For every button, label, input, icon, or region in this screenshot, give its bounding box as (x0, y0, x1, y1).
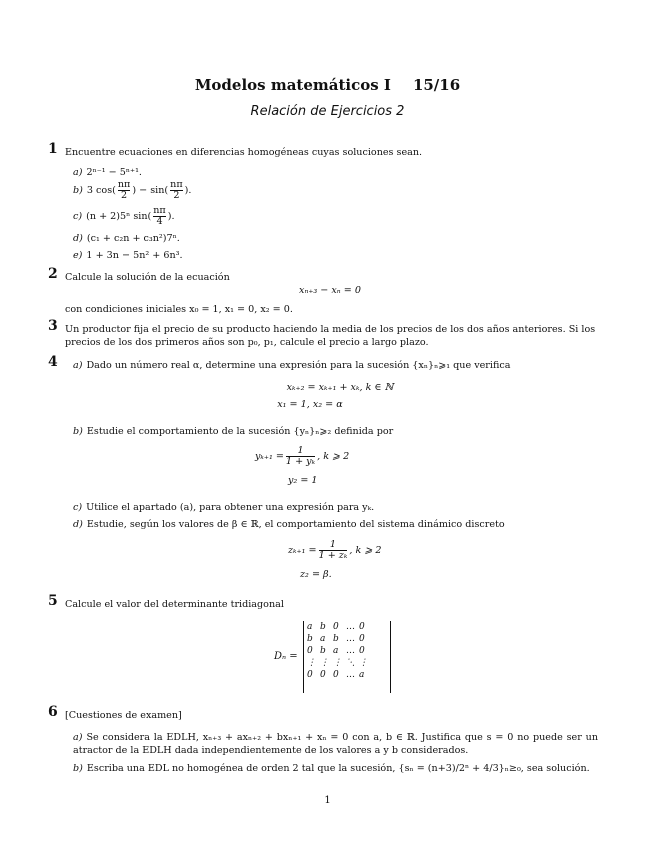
matrix-cell: 0 (333, 622, 339, 632)
matrix-cell: ⋮ (320, 658, 329, 668)
item-label: b) (73, 763, 83, 774)
exercise-4 (48, 354, 608, 372)
equation: y₂ = 1 (288, 475, 318, 486)
item-label: d) (73, 519, 83, 530)
exercise-number: 6 (48, 704, 58, 720)
matrix-cell: … (346, 646, 355, 656)
exercise-3 (48, 318, 608, 349)
matrix-cell: … (346, 670, 355, 680)
item-text: ). (167, 211, 175, 222)
item-text: Estudie, según los valores de β ∈ ℝ, el comportamiento del sistema dinámico discreto (86, 519, 505, 530)
item-text: 2ⁿ⁻¹ − 5ⁿ⁺¹. (86, 167, 142, 178)
equation: xₖ₊₂ = xₖ₊₁ + xₖ, k ∈ ℕ (286, 382, 394, 393)
matrix-row (307, 621, 372, 633)
exercise-text: Calcule el valor del determinante tridiagonal (65, 599, 284, 610)
determinant-label: Dₙ = (274, 651, 298, 662)
exercise-number: 3 (48, 318, 58, 334)
equation: x₁ = 1, x₂ = α (277, 399, 343, 410)
matrix-cell: a (320, 634, 326, 644)
equation: zₖ₊₁ = $\frac{1}{\text{1 + zₖ}}$ , k ⩾ 2 (288, 539, 382, 561)
item-text: ) − sin( (132, 185, 169, 196)
matrix-cell: 0 (320, 670, 326, 680)
equation: z₂ = β. (300, 569, 332, 580)
matrix-cell: 0 (307, 670, 313, 680)
matrix-cell: ⋱ (346, 658, 355, 668)
exercise-number: 5 (48, 593, 58, 609)
matrix-row (307, 645, 372, 657)
fraction: $\frac{n\pi}{2}$ (117, 179, 131, 201)
item-label: c) (73, 502, 83, 513)
matrix-cell: b (307, 634, 313, 644)
fraction: $\frac{n\pi}{4}$ (153, 205, 166, 227)
matrix-cell: 0 (359, 634, 365, 644)
matrix-cell: … (346, 622, 355, 632)
exercise-5 (48, 593, 608, 611)
matrix-cell: b (333, 634, 339, 644)
page-number: 1 (324, 795, 331, 806)
determinant-matrix (303, 621, 391, 693)
item-text: 1 + 3n − 5n² + 6n³. (86, 250, 183, 261)
item-text: 3 cos( (86, 185, 116, 196)
course-title: Modelos matemáticos I (194, 76, 391, 94)
equation: xₙ₊₃ − xₙ = 0 (299, 285, 361, 296)
exercise-number: 1 (48, 141, 58, 157)
matrix-cell: a (307, 622, 313, 632)
item-text: ). (184, 185, 192, 196)
matrix-cell: a (359, 670, 365, 680)
exercise-text: Calcule la solución de la ecuación (65, 272, 230, 283)
matrix-cell: … (346, 634, 355, 644)
item-text: (n + 2)5ⁿ sin( (86, 211, 152, 222)
matrix-cell: b (320, 622, 326, 632)
matrix-cell: ⋮ (333, 658, 342, 668)
page-title (0, 76, 655, 94)
exercise-number: 4 (48, 354, 58, 370)
item-label: e) (73, 250, 83, 261)
matrix-cell: 0 (333, 670, 339, 680)
item-text: Utilice el apartado (a), para obtener una expresión para yₖ. (86, 502, 375, 513)
item-label: a) (73, 167, 83, 178)
item-text: Dado un número real α, determine una expresión para la sucesión {xₙ}ₙ⩾₁ que verifica (86, 360, 511, 371)
item-label: a) (73, 360, 83, 371)
matrix-row (307, 657, 372, 669)
matrix-cell: a (333, 646, 339, 656)
matrix-cell: 0 (307, 646, 313, 656)
exercise-2 (48, 266, 608, 284)
item-text: Estudie el comportamiento de la sucesión {yₙ}ₙ⩾₂ definida por (86, 426, 394, 437)
item-label: b) (73, 426, 83, 437)
item-label: d) (73, 233, 83, 244)
page-subtitle: Relación de Ejercicios 2 (250, 104, 405, 119)
exercise-2-conditions: con condiciones iniciales x₀ = 1, x₁ = 0, x₂ = 0. (65, 304, 293, 315)
matrix-cell: ⋮ (307, 658, 316, 668)
matrix-cell: b (320, 646, 326, 656)
matrix-cell: ⋮ (359, 658, 368, 668)
matrix-row (307, 669, 372, 681)
exercise-6 (48, 704, 608, 722)
item-label: a) (73, 732, 83, 743)
fraction: $\frac{n\pi}{2}$ (170, 179, 183, 201)
equation: yₖ₊₁ = $\frac{1}{\text{1 + yₖ}}$ , k ⩾ 2 (255, 445, 350, 467)
exercise-number: 2 (48, 266, 58, 282)
matrix-row (307, 633, 372, 645)
exercise-text: Un productor fija el precio de su producto haciendo la media de los precios de los dos años anteriores. Si los precios de los dos primeros años son p₀, p₁, calcule el precio a largo plazo. (65, 324, 596, 348)
course-code: 15/16 (412, 76, 461, 94)
item-label: c) (73, 211, 83, 222)
exercise-text: Encuentre ecuaciones en diferencias homogéneas cuyas soluciones sean. (65, 147, 423, 158)
matrix-cell: 0 (359, 622, 365, 632)
item-label: b) (73, 185, 83, 196)
item-text: Escriba una EDL no homogénea de orden 2 tal que la sucesión, {sₙ = (n+3)/2ⁿ + 4/3}ₙ≥₀, sea solución. (86, 763, 590, 774)
item-text: Se considera la EDLH, xₙ₊₃ + axₙ₊₂ + bxₙ₊₁ + xₙ = 0 con a, b ∈ ℝ. Justifica que s = 0 no puede ser un atractor de la EDLH dada independientemente de los valores a y b considerados. (73, 732, 598, 756)
matrix-cell: 0 (359, 646, 365, 656)
item-text: (c₁ + c₂n + c₃n²)7ⁿ. (86, 233, 180, 244)
exercise-1 (48, 141, 608, 159)
exercise-text: [Cuestiones de examen] (65, 710, 182, 721)
